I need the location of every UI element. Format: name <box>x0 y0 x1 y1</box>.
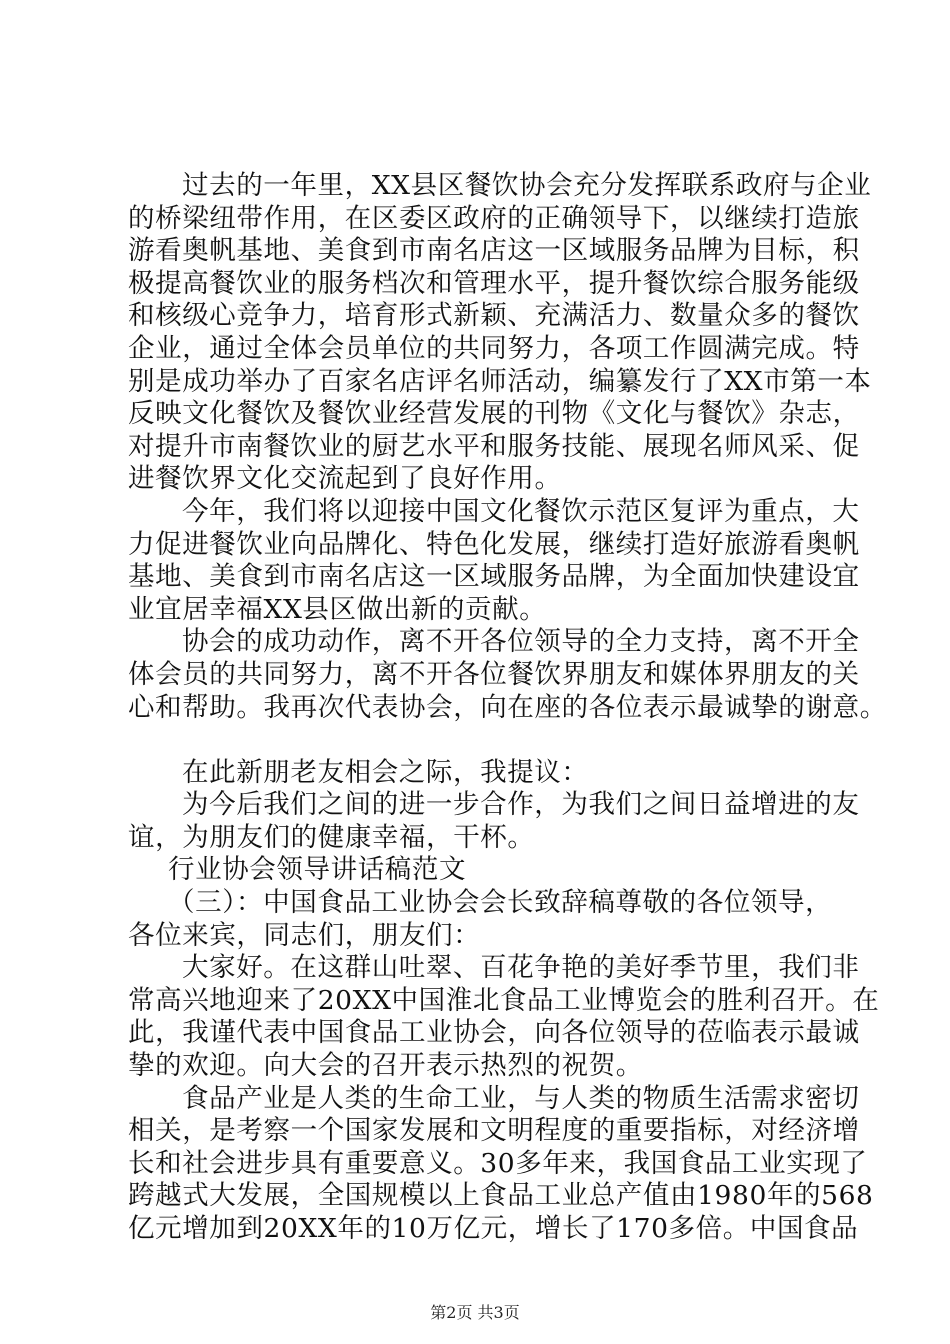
paragraph-line: 过去的一年里，XX县区餐饮协会充分发挥联系政府与企业 <box>182 170 872 201</box>
paragraph-line: 极提高餐饮业的服务档次和管理水平，提升餐饮综合服务能级 <box>128 267 860 299</box>
paragraph-line: 和核级心竞争力，培育形式新颖、充满活力、数量众多的餐饮 <box>128 300 860 332</box>
paragraph-line: 跨越式大发展，全国规模以上食品工业总产值由1980年的568 <box>128 1180 874 1212</box>
paragraph-line: 在此新朋老友相会之际，我提议： <box>182 756 589 788</box>
paragraph-line: 大家好。在这群山吐翠、百花争艳的美好季节里，我们非 <box>182 952 860 984</box>
paragraph-line: 亿元增加到20XX年的10万亿元，增长了170多倍。中国食品 <box>128 1213 859 1244</box>
paragraph-line: 挚的欢迎。向大会的召开表示热烈的祝贺。 <box>128 1050 643 1082</box>
paragraph-line: 对提升市南餐饮业的厨艺水平和服务技能、展现名师风采、促 <box>128 430 860 462</box>
paragraph-line: 协会的成功动作，离不开各位领导的全力支持，离不开全 <box>182 626 860 658</box>
page-number: 第2页 共3页 <box>430 1303 520 1322</box>
paragraph-line: 游看奥帆基地、美食到市南名店这一区域服务品牌为目标，积 <box>128 235 860 267</box>
paragraph-line: 业宜居幸福XX县区做出新的贡献。 <box>128 593 547 625</box>
document-body <box>128 170 887 1246</box>
paragraph-line: 别是成功举办了百家名店评名师活动，编纂发行了XX市第一本 <box>128 365 872 397</box>
paragraph-line: 力促进餐饮业向品牌化、特色化发展，继续打造好旅游看奥帆 <box>128 528 860 560</box>
section-heading: 行业协会领导讲话稿范文 <box>168 854 467 886</box>
paragraph-line: 谊，为朋友们的健康幸福，干杯。 <box>128 821 535 853</box>
blank-line <box>128 724 828 757</box>
paragraph-line: 常高兴地迎来了20XX中国淮北食品工业博览会的胜利召开。在 <box>128 984 880 1016</box>
paragraph-line: 基地、美食到市南名店这一区域服务品牌，为全面加快建设宜 <box>128 561 860 593</box>
paragraph-line: 各位来宾，同志们，朋友们： <box>128 919 481 951</box>
paragraph-line: 今年，我们将以迎接中国文化餐饮示范区复评为重点，大 <box>182 495 860 527</box>
paragraph-line: 体会员的共同努力，离不开各位餐饮界朋友和媒体界朋友的关 <box>128 658 860 690</box>
paragraph-line: 相关，是考察一个国家发展和文明程度的重要指标，对经济增 <box>128 1115 860 1147</box>
page-footer <box>0 1303 950 1323</box>
paragraph-line: 此，我谨代表中国食品工业协会，向各位领导的莅临表示最诚 <box>128 1017 860 1049</box>
paragraph-line: 心和帮助。我再次代表协会，向在座的各位表示最诚挚的谢意。 <box>128 691 887 723</box>
paragraph-line: 反映文化餐饮及餐饮业经营发展的刊物《文化与餐饮》杂志， <box>128 398 860 430</box>
paragraph-line: 进餐饮界文化交流起到了良好作用。 <box>128 463 562 495</box>
paragraph-line: 长和社会进步具有重要意义。30多年来，我国食品工业实现了 <box>128 1147 868 1179</box>
paragraph-line: 的桥梁纽带作用，在区委区政府的正确领导下，以继续打造旅 <box>128 202 860 234</box>
paragraph-line: （三）：中国食品工业协会会长致辞稿尊敬的各位领导， <box>168 887 833 919</box>
paragraph-line: 企业，通过全体会员单位的共同努力，各项工作圆满完成。特 <box>128 332 860 364</box>
paragraph-line: 为今后我们之间的进一步合作，为我们之间日益增进的友 <box>182 789 860 821</box>
paragraph-line: 食品产业是人类的生命工业，与人类的物质生活需求密切 <box>182 1082 860 1114</box>
